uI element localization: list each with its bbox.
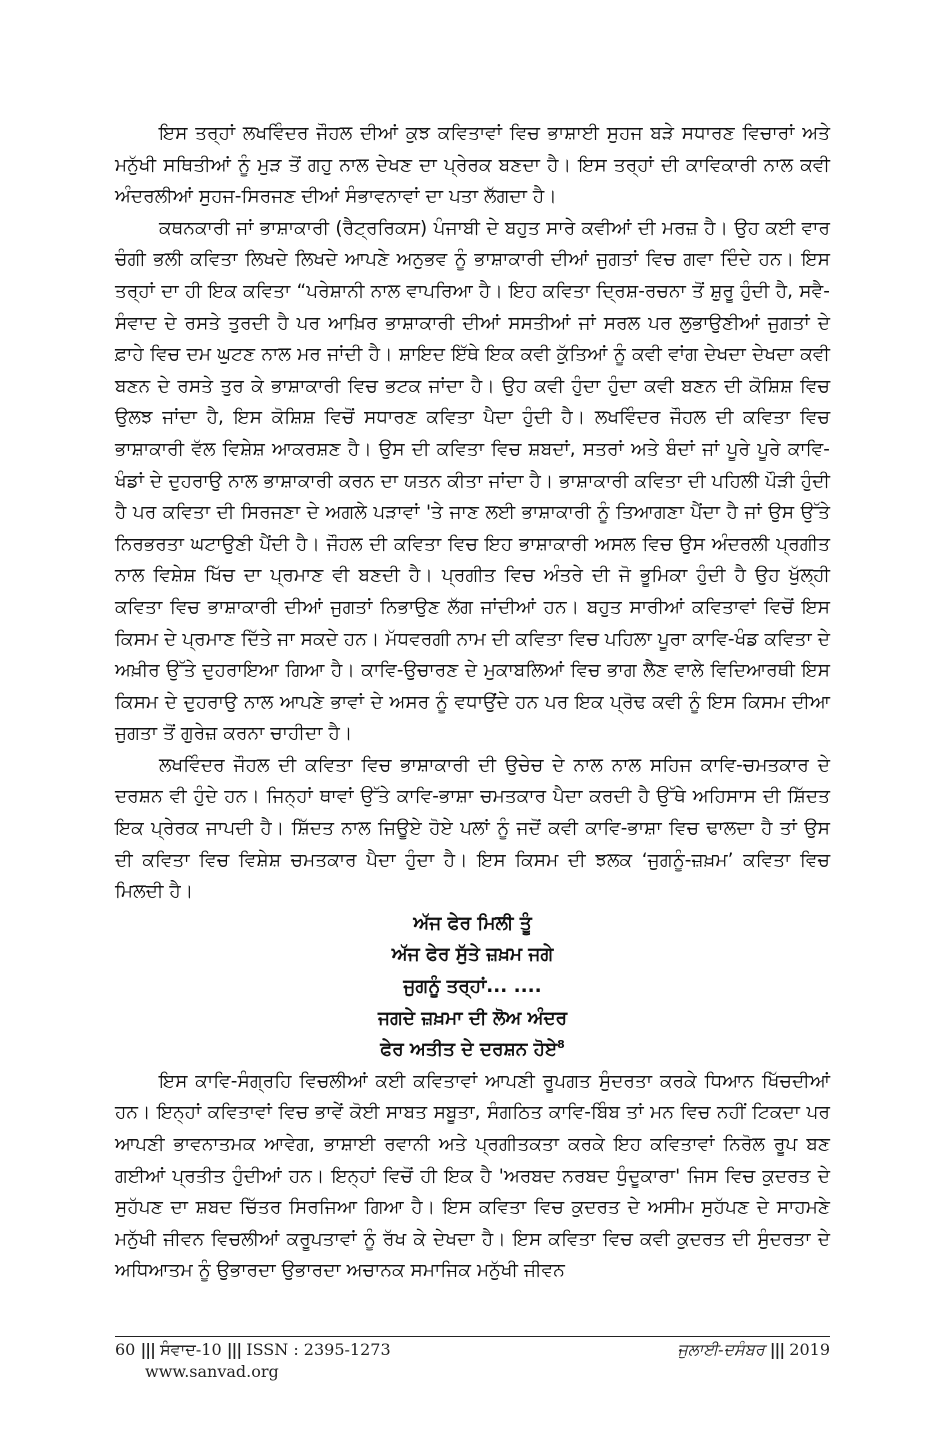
issue-period: ਜੁਲਾਈ-ਦਸੰਬਰ xyxy=(677,1340,765,1359)
poem-line-5-wrapper xyxy=(115,1034,830,1066)
paragraph-4: ਇਸ ਕਾਵਿ-ਸੰਗ੍ਰਹਿ ਵਿਚਲੀਆਂ ਕਈ ਕਵਿਤਾਵਾਂ ਆਪਣੀ ਰੂਪਗਤ ਸੁੰਦਰਤਾ ਕਰਕੇ ਧਿਆਨ ਖਿੱਚਦੀਆਂ ਹਨ। ਇਨ੍ਹਾਂ ਕਵਿਤਾਵਾਂ ਵਿਚ ਭਾਵੇਂ ਕੋਈ ਸਾਬਤ ਸਬੂਤਾ, ਸੰਗਠਿਤ ਕਾਵਿ-ਬਿੰਬ ਤਾਂ ਮਨ ਵਿਚ ਨਹੀਂ ਟਿਕਦਾ ਪਰ ਆਪਣੀ ਭਾਵਨਾਤਮਕ ਆਵੇਗ, ਭਾਸ਼ਾਈ ਰਵਾਨੀ ਅਤੇ ਪ੍ਰਗੀਤਕਤਾ ਕਰਕੇ ਇਹ ਕਵਿਤਾਵਾਂ ਨਿਰੋਲ ਰੂਪ ਬਣ ਗਈਆਂ ਪ੍ਰਤੀਤ ਹੁੰਦੀਆਂ ਹਨ। ਇਨ੍ਹਾਂ ਵਿਚੋਂ ਹੀ ਇਕ ਹੈ 'ਅਰਬਦ ਨਰਬਦ ਧੁੰਦੂਕਾਰਾ' ਜਿਸ ਵਿਚ ਕੁਦਰਤ ਦੇ ਸੁਹੱਪਣ ਦਾ ਸ਼ਬਦ ਚਿੱਤਰ ਸਿਰਜਿਆ ਗਿਆ ਹੈ। ਇਸ ਕਵਿਤਾ ਵਿਚ ਕੁਦਰਤ ਦੇ ਅਸੀਮ ਸੁਹੱਪਣ ਦੇ ਸਾਹਮਣੇ ਮਨੁੱਖੀ ਜੀਵਨ ਵਿਚਲੀਆਂ ਕਰੂਪਤਾਵਾਂ ਨੂੰ ਰੱਖ ਕੇ ਦੇਖਦਾ ਹੈ। ਇਸ ਕਵਿਤਾ ਵਿਚ ਕਵੀ ਕੁਦਰਤ ਦੀ ਸੁੰਦਰਤਾ ਦੇ ਅਧਿਆਤਮ ਨੂੰ ਉਭਾਰਦਾ ਉਭਾਰਦਾ ਅਚਾਨਕ ਸਮਾਜਿਕ ਮਨੁੱਖੀ ਜੀਵਨ xyxy=(115,1070,830,1282)
poem-line-5: ਫੇਰ ਅਤੀਤ ਦੇ ਦਰਸ਼ਨ ਹੋਏ xyxy=(380,1039,558,1061)
paragraph-2: ਕਥਨਕਾਰੀ ਜਾਂ ਭਾਸ਼ਾਕਾਰੀ (ਰੈਟ੍ਰਰਿਕਸ) ਪੰਜਾਬੀ ਦੇ ਬਹੁਤ ਸਾਰੇ ਕਵੀਆਂ ਦੀ ਮਰਜ਼ ਹੈ। ਉਹ ਕਈ ਵਾਰ ਚੰਗੀ ਭਲੀ ਕਵਿਤਾ ਲਿਖਦੇ ਲਿਖਦੇ ਆਪਣੇ ਅਨੁਭਵ ਨੂੰ ਭਾਸ਼ਾਕਾਰੀ ਦੀਆਂ ਜੁਗਤਾਂ ਵਿਚ ਗਵਾ ਦਿੰਦੇ ਹਨ। ਇਸ ਤਰ੍ਹਾਂ ਦਾ ਹੀ ਇਕ ਕਵਿਤਾ “ਪਰੇਸ਼ਾਨੀ ਨਾਲ ਵਾਪਰਿਆ ਹੈ। ਇਹ ਕਵਿਤਾ ਦ੍ਰਿਸ਼-ਰਚਨਾ ਤੋਂ ਸ਼ੁਰੂ ਹੁੰਦੀ ਹੈ, ਸਵੈ-ਸੰਵਾਦ ਦੇ ਰਸਤੇ ਤੁਰਦੀ ਹੈ ਪਰ ਆਖ਼ਿਰ ਭਾਸ਼ਾਕਾਰੀ ਦੀਆਂ ਸਸਤੀਆਂ ਜਾਂ ਸਰਲ ਪਰ ਲੁਭਾਉਣੀਆਂ ਜੁਗਤਾਂ ਦੇ ਫ਼ਾਹੇ ਵਿਚ ਦਮ ਘੁਟਣ ਨਾਲ ਮਰ ਜਾਂਦੀ ਹੈ। ਸ਼ਾਇਦ ਇੱਥੇ ਇਕ ਕਵੀ ਕੁੱਤਿਆਂ ਨੂੰ ਕਵੀ ਵਾਂਗ ਦੇਖਦਾ ਦੇਖਦਾ ਕਵੀ ਬਣਨ ਦੇ ਰਸਤੇ ਤੁਰ ਕੇ ਭਾਸ਼ਾਕਾਰੀ ਵਿਚ ਭਟਕ ਜਾਂਦਾ ਹੈ। ਉਹ ਕਵੀ ਹੁੰਦਾ ਹੁੰਦਾ ਕਵੀ ਬਣਨ ਦੀ ਕੋਸ਼ਿਸ਼ ਵਿਚ ਉਲਝ ਜਾਂਦਾ ਹੈ, ਇਸ ਕੋਸ਼ਿਸ਼ ਵਿਚੋਂ ਸਧਾਰਣ ਕਵਿਤਾ ਪੈਦਾ ਹੁੰਦੀ ਹੈ। ਲਖਵਿੰਦਰ ਜੌਹਲ ਦੀ ਕਵਿਤਾ ਵਿਚ ਭਾਸ਼ਾਕਾਰੀ ਵੱਲ ਵਿਸ਼ੇਸ਼ ਆਕਰਸ਼ਣ ਹੈ। ਉਸ ਦੀ ਕਵਿਤਾ ਵਿਚ ਸ਼ਬਦਾਂ, ਸਤਰਾਂ ਅਤੇ ਬੰਦਾਂ ਜਾਂ ਪੂਰੇ ਪੂਰੇ ਕਾਵਿ-ਖੰਡਾਂ ਦੇ ਦੁਹਰਾਉ ਨਾਲ ਭਾਸ਼ਾਕਾਰੀ ਕਰਨ ਦਾ ਯਤਨ ਕੀਤਾ ਜਾਂਦਾ ਹੈ। ਭਾਸ਼ਾਕਾਰੀ ਕਵਿਤਾ ਦੀ ਪਹਿਲੀ ਪੌੜੀ ਹੁੰਦੀ ਹੈ ਪਰ ਕਵਿਤਾ ਦੀ ਸਿਰਜਣਾ ਦੇ ਅਗਲੇ ਪੜਾਵਾਂ 'ਤੇ ਜਾਣ ਲਈ ਭਾਸ਼ਾਕਾਰੀ ਨੂੰ ਤਿਆਗਣਾ ਪੈਂਦਾ ਹੈ ਜਾਂ ਉਸ ਉੱਤੇ ਨਿਰਭਰਤਾ ਘਟਾਉਣੀ ਪੈਂਦੀ ਹੈ। ਜੌਹਲ ਦੀ ਕਵਿਤਾ ਵਿਚ ਇਹ ਭਾਸ਼ਾਕਾਰੀ ਅਸਲ ਵਿਚ ਉਸ ਅੰਦਰਲੀ ਪ੍ਰਗੀਤ ਨਾਲ ਵਿਸ਼ੇਸ਼ ਖਿੱਚ ਦਾ ਪ੍ਰਮਾਣ ਵੀ ਬਣਦੀ ਹੈ। ਪ੍ਰਗੀਤ ਵਿਚ ਅੰਤਰੇ ਦੀ ਜੋ ਭੂਮਿਕਾ ਹੁੰਦੀ ਹੈ ਉਹ ਖੁੱਲ੍ਹੀ ਕਵਿਤਾ ਵਿਚ ਭਾਸ਼ਾਕਾਰੀ ਦੀਆਂ ਜੁਗਤਾਂ ਨਿਭਾਉਣ ਲੱਗ ਜਾਂਦੀਆਂ ਹਨ। ਬਹੁਤ ਸਾਰੀਆਂ ਕਵਿਤਾਵਾਂ ਵਿਚੋਂ ਇਸ ਕਿਸਮ ਦੇ ਪ੍ਰਮਾਣ ਦਿੱਤੇ ਜਾ ਸਕਦੇ ਹਨ। ਮੱਧਵਰਗੀ ਨਾਮ ਦੀ ਕਵਿਤਾ ਵਿਚ ਪਹਿਲਾ ਪੂਰਾ ਕਾਵਿ-ਖੰਡ ਕਵਿਤਾ ਦੇ ਅਖ਼ੀਰ ਉੱਤੇ ਦੁਹਰਾਇਆ ਗਿਆ ਹੈ। ਕਾਵਿ-ਉਚਾਰਣ ਦੇ ਮੁਕਾਬਲਿਆਂ ਵਿਚ ਭਾਗ ਲੈਣ ਵਾਲੇ ਵਿਦਿਆਰਥੀ ਇਸ ਕਿਸਮ ਦੇ ਦੁਹਰਾਉ ਨਾਲ ਆਪਣੇ ਭਾਵਾਂ ਦੇ ਅਸਰ ਨੂੰ ਵਧਾਉਂਦੇ ਹਨ ਪਰ ਇਕ ਪ੍ਰੋਢ ਕਵੀ ਨੂੰ ਇਸ ਕਿਸਮ ਦੀਆ ਜੁਗਤਾ ਤੋਂ ਗੁਰੇਜ਼ ਕਰਨਾ ਚਾਹੀਦਾ ਹੈ। xyxy=(115,217,830,745)
separator: ||| xyxy=(140,1340,155,1359)
journal-name: ਸੰਵਾਦ-10 xyxy=(160,1340,222,1359)
issue-year: 2019 xyxy=(789,1340,830,1359)
separator: ||| xyxy=(226,1340,242,1359)
poem-line-1: ਅੱਜ ਫੇਰ ਮਿਲੀ ਤੂੰ xyxy=(413,912,532,934)
poem-line-3: ਜੁਗਨੂੰ ਤਰ੍ਹਾਂ... .... xyxy=(403,976,542,998)
footer-divider xyxy=(115,1336,830,1337)
paragraph-3: ਲਖਵਿੰਦਰ ਜੌਹਲ ਦੀ ਕਵਿਤਾ ਵਿਚ ਭਾਸ਼ਾਕਾਰੀ ਦੀ ਉਚੇਚ ਦੇ ਨਾਲ ਨਾਲ ਸਹਿਜ ਕਾਵਿ-ਚਮਤਕਾਰ ਦੇ ਦਰਸ਼ਨ ਵੀ ਹੁੰਦੇ ਹਨ। ਜਿਨ੍ਹਾਂ ਥਾਵਾਂ ਉੱਤੇ ਕਾਵਿ-ਭਾਸ਼ਾ ਚਮਤਕਾਰ ਪੈਦਾ ਕਰਦੀ ਹੈ ਉੱਥੇ ਅਹਿਸਾਸ ਦੀ ਸ਼ਿੱਦਤ ਇਕ ਪ੍ਰੇਰਕ ਜਾਪਦੀ ਹੈ। ਸ਼ਿੱਦਤ ਨਾਲ ਜਿਊਏ ਹੋਏ ਪਲਾਂ ਨੂੰ ਜਦੋਂ ਕਵੀ ਕਾਵਿ-ਭਾਸ਼ਾ ਵਿਚ ਢਾਲਦਾ ਹੈ ਤਾਂ ਉਸ ਦੀ ਕਵਿਤਾ ਵਿਚ ਵਿਸ਼ੇਸ਼ ਚਮਤਕਾਰ ਪੈਦਾ ਹੁੰਦਾ ਹੈ। ਇਸ ਕਿਸਮ ਦੀ ਝਲਕ ‘ਜੁਗਨੂੰ-ਜ਼ਖ਼ਮ’ ਕਵਿਤਾ ਵਿਚ ਮਿਲਦੀ ਹੈ। xyxy=(115,754,830,903)
article-body xyxy=(115,118,830,1287)
poem-line-4: ਜਗਦੇ ਜ਼ਖ਼ਮਾ ਦੀ ਲੋਅ ਅੰਦਰ xyxy=(378,1007,567,1029)
issn: ISSN : 2395-1273 xyxy=(246,1340,391,1359)
footer-left xyxy=(115,1340,391,1360)
footnote-marker: 8 xyxy=(557,1038,565,1052)
website: www.sanvad.org xyxy=(145,1362,279,1381)
paragraph-1: ਇਸ ਤਰ੍ਹਾਂ ਲਖਵਿੰਦਰ ਜੌਹਲ ਦੀਆਂ ਕੁਝ ਕਵਿਤਾਵਾਂ ਵਿਚ ਭਾਸ਼ਾਈ ਸੁਹਜ ਬੜੇ ਸਧਾਰਣ ਵਿਚਾਰਾਂ ਅਤੇ ਮਨੁੱਖੀ ਸਥਿਤੀਆਂ ਨੂੰ ਮੁੜ ਤੋਂ ਗਹੁ ਨਾਲ ਦੇਖਣ ਦਾ ਪ੍ਰੇਰਕ ਬਣਦਾ ਹੈ। ਇਸ ਤਰ੍ਹਾਂ ਦੀ ਕਾਵਿਕਾਰੀ ਨਾਲ ਕਵੀ ਅੰਦਰਲੀਆਂ ਸੁਹਜ-ਸਿਰਜਣ ਦੀਆਂ ਸੰਭਾਵਨਾਵਾਂ ਦਾ ਪਤਾ ਲੱਗਦਾ ਹੈ। xyxy=(115,123,830,208)
poem-quote xyxy=(115,908,830,1066)
footer-right xyxy=(677,1340,830,1360)
poem-line-2: ਅੱਜ ਫੇਰ ਸੁੱਤੇ ਜ਼ਖ਼ਮ ਜਗੇ xyxy=(391,944,554,966)
separator: ||| xyxy=(769,1340,785,1359)
page-number: 60 xyxy=(115,1340,136,1359)
